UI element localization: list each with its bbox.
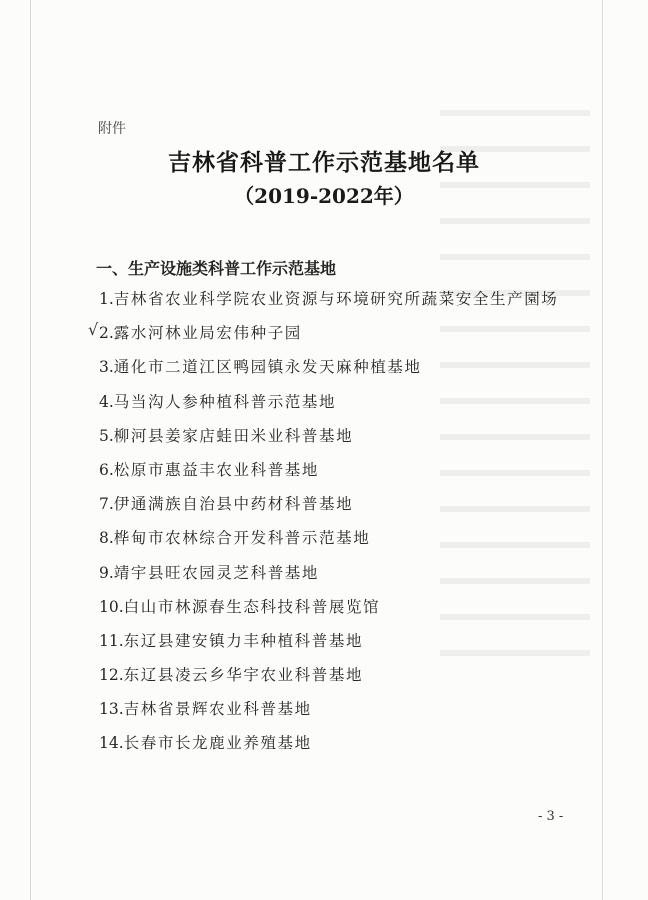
- item-text: 东辽县建安镇力丰种植科普基地: [123, 631, 364, 650]
- list-item: [99, 424, 558, 458]
- list-item: [99, 561, 558, 595]
- item-text: 白山市林源春生态科技科普展览馆: [123, 597, 381, 616]
- item-text: 吉林省景辉农业科普基地: [123, 700, 312, 719]
- list-item: [99, 321, 558, 355]
- handwritten-checkmark: √: [88, 320, 99, 339]
- item-number: 2.: [99, 324, 114, 343]
- page-number: - 3 -: [538, 809, 564, 824]
- item-number: 10.: [99, 597, 124, 616]
- item-number: 12.: [99, 666, 124, 685]
- item-number: 1.: [99, 290, 114, 308]
- item-number: 11.: [99, 631, 124, 650]
- item-text: 东辽县凌云乡华宇农业科普基地: [123, 666, 364, 685]
- document-subtitle: （2019-2022年）: [234, 184, 414, 208]
- list-item: [99, 355, 558, 389]
- item-text: 柳河县姜家店蛙田米业科普基地: [113, 426, 354, 445]
- section-heading: 一、生产设施类科普工作示范基地: [96, 259, 337, 278]
- document-title: 吉林省科普工作示范基地名单: [168, 149, 480, 176]
- base-list: [99, 287, 558, 766]
- item-text: 通化市二道江区鸭园镇永发天麻种植基地: [113, 358, 422, 377]
- item-text: 马当沟人参种植科普示范基地: [113, 392, 337, 411]
- item-text: 长春市长龙鹿业养殖基地: [123, 734, 312, 753]
- item-number: 8.: [99, 529, 114, 548]
- item-number: 7.: [99, 495, 114, 514]
- attachment-label: 附件: [98, 121, 126, 137]
- item-number: 4.: [99, 392, 114, 411]
- list-item: [99, 629, 558, 663]
- page-fold-line-right: [602, 0, 603, 900]
- item-number: 14.: [99, 734, 124, 753]
- item-text: 靖宇县旺农园灵芝科普基地: [113, 563, 319, 582]
- item-number: 13.: [99, 700, 124, 719]
- list-item: [99, 526, 558, 560]
- list-item: [99, 287, 558, 321]
- item-number: 3.: [99, 358, 114, 377]
- list-item: [99, 492, 558, 526]
- list-item: [99, 595, 558, 629]
- item-number: 5.: [99, 426, 114, 445]
- page-fold-line-left: [30, 0, 31, 900]
- list-item: [99, 458, 558, 492]
- list-item: [99, 390, 558, 424]
- item-text: 桦甸市农林综合开发科普示范基地: [113, 529, 371, 548]
- item-number: 9.: [99, 563, 114, 582]
- item-text: 吉林省农业科学院农业资源与环境研究所蔬菜安全生产園场: [113, 290, 559, 308]
- item-text: 松原市惠益丰农业科普基地: [113, 460, 319, 479]
- list-item: [99, 697, 558, 731]
- item-text: 伊通满族自治县中药材科普基地: [113, 495, 354, 514]
- list-item: [99, 731, 558, 765]
- list-item: [99, 663, 558, 697]
- item-text: 露水河林业局宏伟种子园: [113, 324, 302, 343]
- item-number: 6.: [99, 460, 114, 479]
